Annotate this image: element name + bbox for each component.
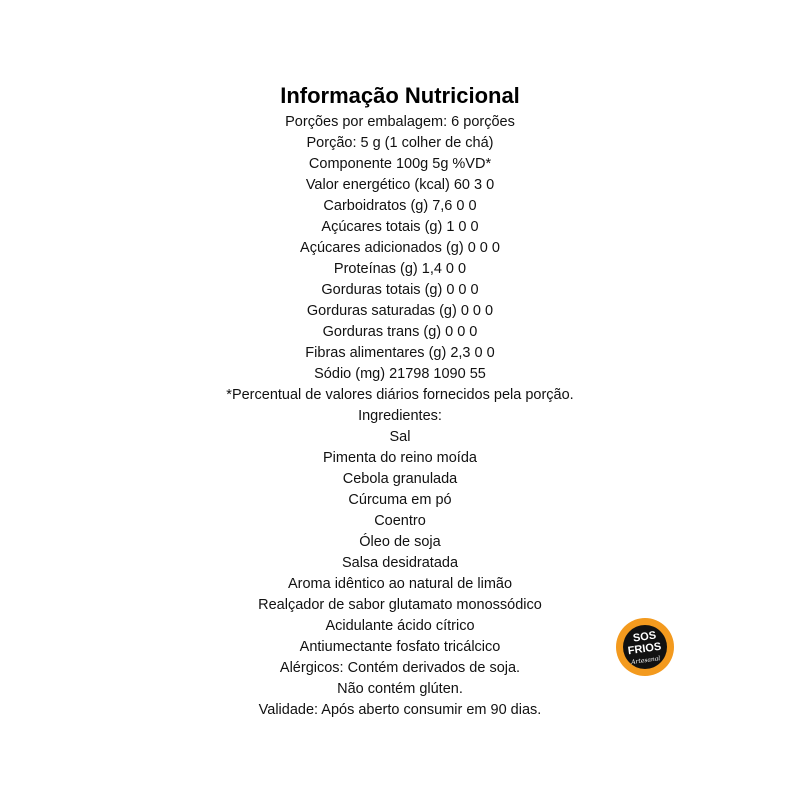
ingredient-item: Coentro xyxy=(374,513,426,529)
nutrition-label xyxy=(0,82,800,721)
ingredient-item: Antiumectante fosfato tricálcico xyxy=(299,639,501,655)
nutrient-row: Fibras alimentares (g) 2,3 0 0 xyxy=(305,345,495,361)
label-title: Informação Nutricional xyxy=(280,83,520,108)
ingredient-item: Cúrcuma em pó xyxy=(348,492,452,508)
ingredient-item: Cebola granulada xyxy=(342,471,458,487)
ingredient-item: Salsa desidratada xyxy=(341,555,459,571)
brand-logo xyxy=(615,617,675,677)
logo-text-line2: FRIOS xyxy=(627,640,663,658)
nutrient-row: Valor energético (kcal) 60 3 0 xyxy=(305,177,495,193)
ingredient-item: Acidulante ácido cítrico xyxy=(325,618,475,634)
serving-size: Porção: 5 g (1 colher de chá) xyxy=(306,135,494,151)
ingredient-item: Realçador de sabor glutamato monossódico xyxy=(258,597,542,613)
logo-script-text: Artesanal xyxy=(630,655,661,667)
allergens-note: Alérgicos: Contém derivados de soja. xyxy=(279,660,521,676)
ingredient-item: Sal xyxy=(389,429,411,445)
table-header: Componente 100g 5g %VD* xyxy=(308,156,492,172)
servings-per-package: Porções por embalagem: 6 porções xyxy=(285,114,515,130)
ingredients-heading: Ingredientes: xyxy=(358,408,442,424)
nutrient-row: Açúcares adicionados (g) 0 0 0 xyxy=(300,240,500,256)
ingredient-item: Óleo de soja xyxy=(359,534,441,550)
nutrient-row: Gorduras saturadas (g) 0 0 0 xyxy=(306,303,494,319)
logo-text-line1: SOS xyxy=(632,629,657,645)
validity-note: Validade: Após aberto consumir em 90 dias. xyxy=(258,702,542,718)
nutrient-row: Sódio (mg) 21798 1090 55 xyxy=(314,366,486,382)
nutrient-row: Gorduras trans (g) 0 0 0 xyxy=(322,324,478,340)
daily-value-footnote: *Percentual de valores diários fornecidos pela porção. xyxy=(226,387,574,403)
gluten-note: Não contém glúten. xyxy=(337,681,463,697)
ingredient-item: Aroma idêntico ao natural de limão xyxy=(287,576,513,592)
nutrient-row: Proteínas (g) 1,4 0 0 xyxy=(333,261,467,277)
nutrient-row: Carboidratos (g) 7,6 0 0 xyxy=(323,198,477,214)
nutrient-row: Gorduras totais (g) 0 0 0 xyxy=(321,282,479,298)
ingredient-item: Pimenta do reino moída xyxy=(323,450,477,466)
nutrient-row: Açúcares totais (g) 1 0 0 xyxy=(321,219,479,235)
